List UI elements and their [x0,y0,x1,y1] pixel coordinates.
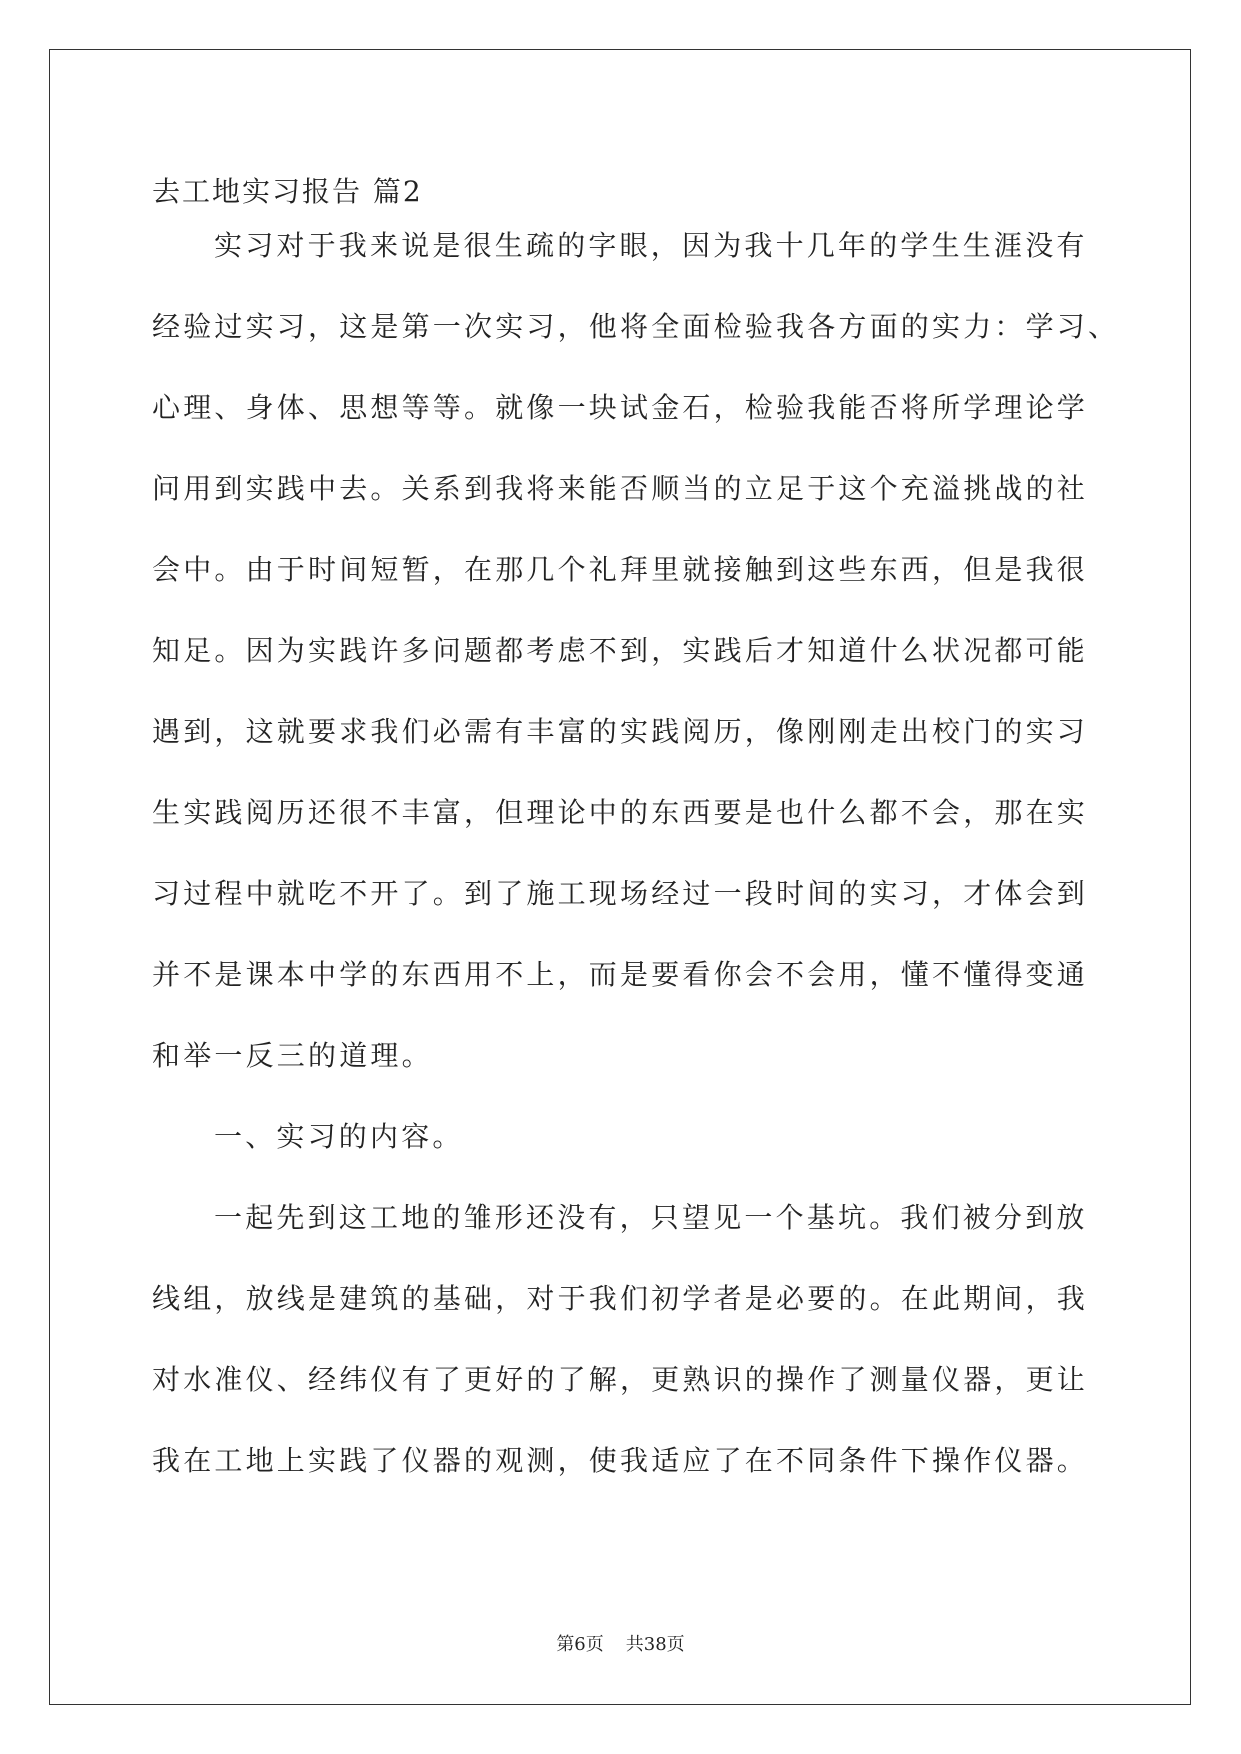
section-heading [152,1096,1092,1177]
paragraph-line: 生实践阅历还很不丰富，但理论中的东西要是也什么都不会，那在实 [152,796,1089,829]
paragraph-line: 心理、身体、思想等等。就像一块试金石，检验我能否将所学理论学 [152,391,1089,424]
paragraph-line: 经验过实习，这是第一次实习，他将全面检验我各方面的实力：学习、 [152,310,1120,343]
paragraph-line: 遇到，这就要求我们必需有丰富的实践阅历，像刚刚走出校门的实习 [152,715,1089,748]
page-number: 第6页 [556,1634,604,1655]
section-heading-text: 一、实习的内容。 [214,1120,464,1153]
paragraph-line: 一起先到这工地的雏形还没有，只望见一个基坑。我们被分到放 [214,1201,1088,1234]
page-footer [0,1630,1241,1656]
paragraph-line: 会中。由于时间短暂，在那几个礼拜里就接触到这些东西，但是我很 [152,553,1089,586]
paragraph-line: 线组，放线是建筑的基础，对于我们初学者是必要的。在此期间，我 [152,1282,1089,1315]
paragraph-line: 实习对于我来说是很生疏的字眼，因为我十几年的学生生涯没有 [214,229,1088,262]
total-pages: 共38页 [625,1634,685,1655]
paragraph-line: 对水准仪、经纬仪有了更好的了解，更熟识的操作了测量仪器，更让 [152,1363,1089,1396]
paragraph-line: 习过程中就吃不开了。到了施工现场经过一段时间的实习，才体会到 [152,877,1089,910]
document-title: 去工地实习报告 篇2 [152,175,423,208]
paragraph-1 [152,205,1120,1096]
paragraph-3 [152,1177,1092,1501]
paragraph-line: 问用到实践中去。关系到我将来能否顺当的立足于这个充溢挑战的社 [152,472,1089,505]
paragraph-line: 和举一反三的道理。 [152,1039,433,1072]
paragraph-line: 我在工地上实践了仪器的观测，使我适应了在不同条件下操作仪器。 [152,1444,1089,1477]
paragraph-line: 并不是课本中学的东西用不上，而是要看你会不会用，懂不懂得变通 [152,958,1089,991]
paragraph-line: 知足。因为实践许多问题都考虑不到，实践后才知道什么状况都可能 [152,634,1089,667]
